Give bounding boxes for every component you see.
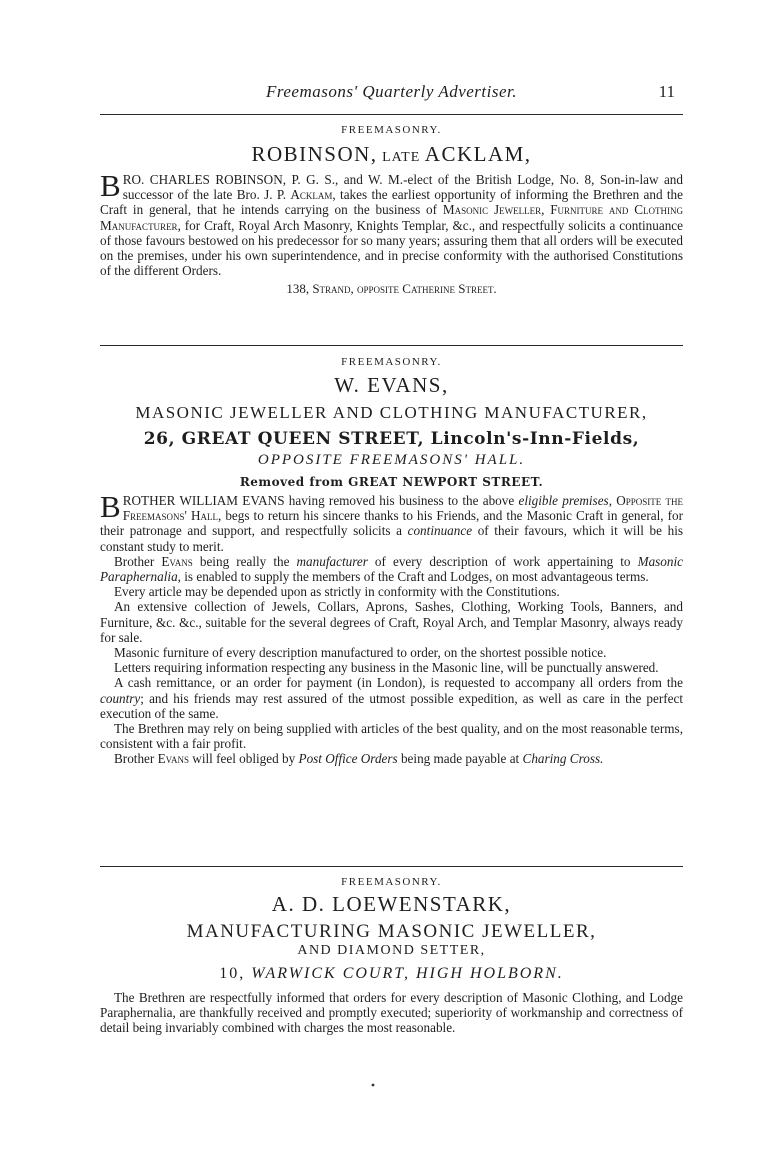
advert-paragraph bbox=[100, 554, 683, 584]
text-run-italic: Charing Cross. bbox=[522, 751, 604, 767]
address-number: 10, bbox=[219, 965, 252, 982]
advert-kicker: FREEMASONRY. bbox=[341, 876, 442, 888]
advert-kicker: FREEMASONRY. bbox=[341, 356, 442, 368]
advertiser-trade: MANUFACTURING MASONIC JEWELLER, bbox=[186, 921, 597, 942]
text-run: A cash remittance, or an order for payment (in London), is requested to accompany all orders from the bbox=[114, 675, 683, 691]
text-run-small-caps: Acklam bbox=[290, 187, 333, 203]
advert-paragraph: The Brethren are respectfully informed that orders for every description of Masonic Clothing, and Lodge Paraphernalia, are thankfully received and promptly executed; superiority of workmanship and correctness of detail being invariably combined with charges the most reasonable. bbox=[100, 990, 683, 1036]
advert-paragraph bbox=[100, 675, 683, 721]
advert-paragraph bbox=[100, 489, 684, 554]
text-run: ROTHER WILLIAM EVANS having removed his business to the above bbox=[122, 493, 519, 508]
text-run: being made payable at bbox=[397, 751, 523, 767]
advert-paragraph: An extensive collection of Jewels, Collars, Aprons, Sashes, Clothing, Working Tools, Banners, and Furniture, &c. &c., suitable for the several degrees of Craft, Royal Arch, and Templar Masonry, always ready for sale. bbox=[100, 599, 683, 645]
removed-notice: Removed from GREAT NEWPORT STREET. bbox=[239, 475, 544, 489]
drop-cap: B bbox=[100, 168, 121, 203]
text-run-small-caps: Opposite the Freemasons' Hall bbox=[122, 493, 684, 524]
text-run: of their favours, which it will be his constant study to merit. bbox=[100, 523, 683, 554]
advert-loewenstark bbox=[100, 876, 683, 1036]
section-rule bbox=[100, 866, 683, 867]
text-run-italic: eligible premises bbox=[518, 493, 609, 508]
text-run: , bbox=[608, 493, 617, 508]
section-rule bbox=[100, 345, 683, 346]
text-run-italic: Post Office Orders bbox=[298, 751, 398, 767]
advertiser-trade-secondary: AND DIAMOND SETTER, bbox=[297, 943, 486, 958]
advert-paragraph: Letters requiring information respecting any business in the Masonic line, will be punctually answered. bbox=[114, 660, 659, 676]
text-run-small-caps: Evans bbox=[161, 553, 193, 569]
advert-body bbox=[100, 168, 683, 279]
text-run: , for Craft, Royal Arch Masonry, Knights Templar, &c., and respectfully solicits a continuance of those favours bestowed on his predecessor for so many years; assuring them that all orders will be executed on the premises, under his own superintendence, and in precise conformity with the authorised Constitutions of the different Orders. bbox=[100, 217, 683, 279]
advert-address bbox=[100, 965, 683, 983]
text-run: , is enabled to supply the members of the Craft and Lodges, on most advantageous terms. bbox=[177, 569, 649, 585]
address-number: 138, bbox=[286, 281, 313, 297]
text-run-small-caps: Masonic Jeweller, Furniture and Clothing Manufacturer bbox=[100, 202, 683, 233]
advertiser-street: 26, GREAT QUEEN STREET, Lincoln's-Inn-Fields, bbox=[143, 429, 640, 449]
ornament-dot-icon bbox=[370, 1082, 376, 1088]
advert-paragraph: Every article may be depended upon as strictly in conformity with the Constitutions. bbox=[114, 584, 560, 600]
advert-address bbox=[100, 281, 683, 297]
text-run: will feel obliged by bbox=[189, 751, 299, 767]
text-run-small-caps: Evans bbox=[157, 751, 189, 767]
text-run-italic: manufacturer bbox=[296, 553, 368, 569]
advert-paragraph bbox=[100, 751, 683, 766]
text-run-italic: country bbox=[100, 690, 141, 706]
advertiser-opposite: OPPOSITE FREEMASONS' HALL. bbox=[257, 452, 526, 468]
advertiser-name: A. D. LOEWENSTARK, bbox=[271, 892, 512, 916]
advert-evans bbox=[100, 356, 683, 767]
text-run: ; and his friends may rest assured of the utmost possible expedition, as well as care in the perfect execution of the same. bbox=[100, 690, 683, 721]
text-run: of every description of work appertaining to bbox=[367, 553, 638, 569]
text-run: Brother bbox=[114, 751, 158, 767]
text-run: Brother bbox=[114, 553, 162, 569]
advert-paragraph: The Brethren may rely on being supplied with articles of the best quality, and on the most reasonable terms, consistent with a fair profit. bbox=[100, 721, 683, 752]
name-main: ROBINSON, bbox=[251, 142, 378, 166]
address-street: WARWICK COURT, HIGH HOLBORN. bbox=[251, 965, 564, 982]
name-late: LATE bbox=[377, 150, 425, 165]
advert-paragraph bbox=[100, 168, 683, 279]
advertiser-trade: MASONIC JEWELLER AND CLOTHING MANUFACTURER, bbox=[135, 403, 648, 422]
advert-paragraph: Masonic furniture of every description manufactured to order, on the shortest possible notice. bbox=[114, 645, 607, 661]
text-run-italic: Masonic Paraphernalia bbox=[100, 553, 684, 585]
page-number: 11 bbox=[658, 82, 675, 101]
address-street: Strand, opposite Catherine Street. bbox=[312, 281, 497, 297]
text-run-italic: continuance bbox=[407, 523, 473, 539]
name-former: ACKLAM, bbox=[424, 142, 532, 166]
advert-robinson bbox=[100, 124, 683, 297]
advert-body bbox=[100, 489, 684, 767]
drop-cap: B bbox=[100, 489, 121, 524]
header-rule bbox=[100, 114, 683, 115]
advert-body bbox=[100, 990, 683, 1036]
advertiser-name: W. EVANS, bbox=[334, 373, 449, 397]
running-title: Freemasons' Quarterly Advertiser. bbox=[265, 82, 518, 101]
advert-kicker: FREEMASONRY. bbox=[341, 124, 442, 136]
text-run: , takes the earliest opportunity of informing the Brethren and the Craft in general, that he intends carrying on the business of bbox=[100, 187, 683, 218]
advertiser-name bbox=[100, 142, 683, 167]
text-run: RO. CHARLES ROBINSON, P. G. S., and W. M.-elect of the British Lodge, No. 8, Son-in-law and successor of the late Bro. J. P. bbox=[122, 172, 683, 203]
running-head bbox=[0, 82, 783, 106]
text-run: , begs to return his sincere thanks to his Friends, and the Masonic Craft in general, for their patronage and support, and respectfully solicits a bbox=[100, 508, 684, 539]
text-run: being really the bbox=[192, 553, 297, 569]
